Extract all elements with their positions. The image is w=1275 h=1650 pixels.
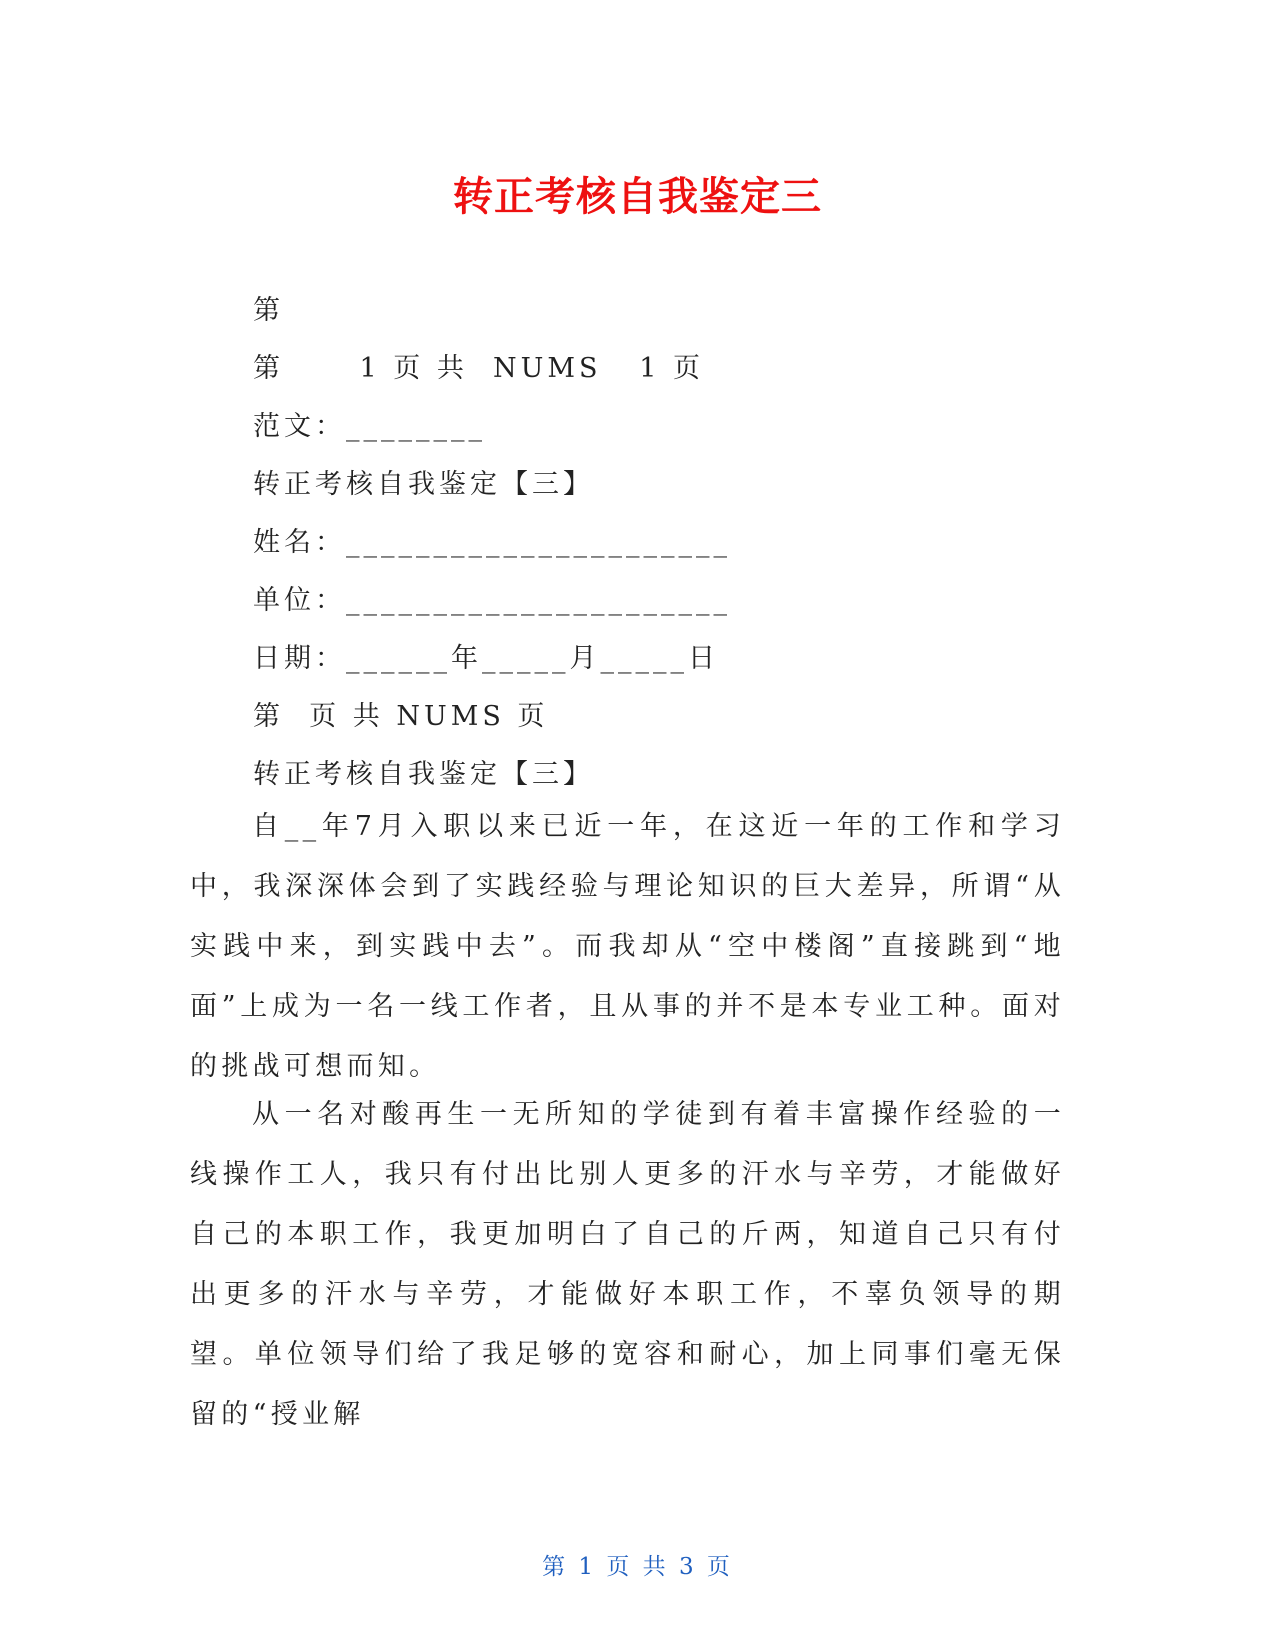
page-marker-line: 第	[253, 295, 284, 326]
subtitle-line: 转正考核自我鉴定【三】	[253, 469, 594, 500]
page-footer: 第 1 页 共 3 页	[542, 1554, 733, 1580]
name-field-line: 姓名：______________________	[253, 527, 731, 558]
subtitle-line-2: 转正考核自我鉴定【三】	[253, 759, 594, 790]
unit-field-line: 单位：______________________	[253, 585, 731, 616]
template-label-line: 范文：________	[253, 411, 486, 442]
page-count-line-2: 第 页 共 NUMS 页	[253, 701, 549, 732]
body-paragraph-2: 从一名对酸再生一无所知的学徒到有着丰富操作经验的一线操作工人，我只有付出比别人更多的汗水与辛劳，才能做好自己的本职工作，我更加明白了自己的斤两，知道自己只有付出更多的汗水与辛劳，才能做好本职工作，不辜负领导的期望。单位领导们给了我足够的宽容和耐心，加上同事们毫无保留的“授业解	[190, 1099, 1065, 1430]
document-title: 转正考核自我鉴定三	[453, 174, 822, 220]
page-count-line: 第 1 页 共 NUMS 1 页	[253, 353, 705, 384]
date-field-line: 日期：______年_____月_____日	[253, 643, 719, 674]
body-paragraph-1: 自__年7月入职以来已近一年，在这近一年的工作和学习中，我深深体会到了实践经验与理论知识的巨大差异，所谓“从实践中来，到实践中去”。而我却从“空中楼阁”直接跳到“地面”上成为一名一线工作者，且从事的并不是本专业工种。面对的挑战可想而知。	[190, 811, 1065, 1082]
